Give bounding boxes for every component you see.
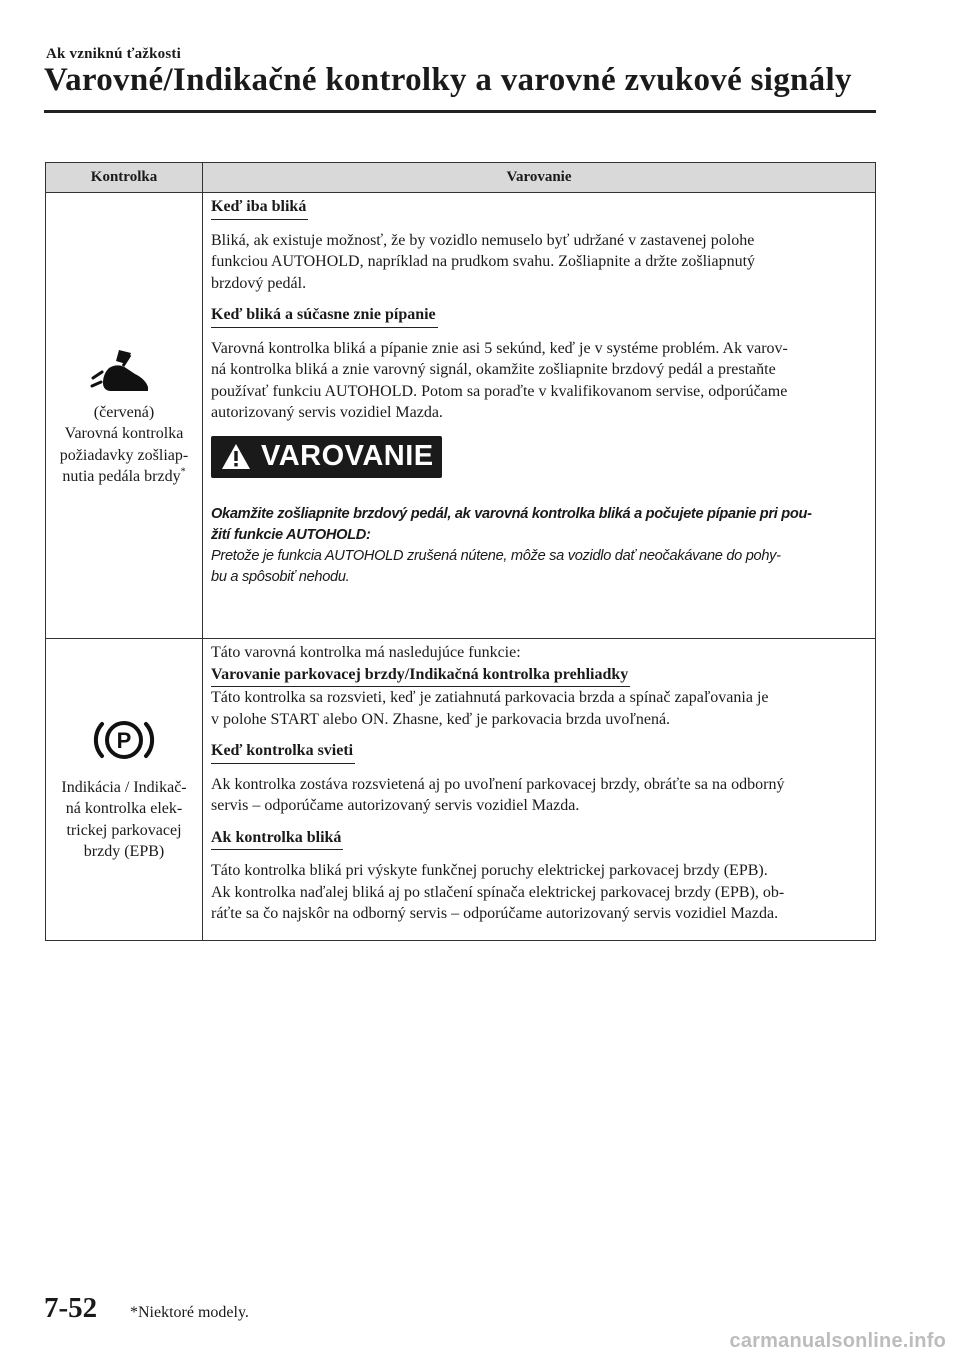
watermark: carmanualsonline.info: [729, 1330, 946, 1352]
warning-line: Pretože je funkcia AUTOHOLD zrušená nútene, môže sa vozidlo dať neočakávane do pohy-: [211, 547, 781, 564]
footnote: *Niektoré modely.: [130, 1304, 249, 1321]
paragraph-line: Táto kontrolka bliká pri výskyte funkčnej poruchy elektrickej parkovacej brzdy (EPB).: [211, 862, 768, 879]
warning-cell: [203, 193, 876, 639]
section-label: Ak vzniknú ťažkosti: [46, 46, 181, 62]
warning-bold-line: žití funkcie AUTOHOLD:: [211, 526, 371, 543]
indicator-name-line: požiadavky zošliap-: [59, 446, 189, 464]
brake-pedal-foot-icon: [89, 344, 159, 396]
warning-label: VAROVANIE: [261, 439, 434, 472]
column-header-indicator: Kontrolka: [46, 163, 203, 193]
subheading-light-flashing: Ak kontrolka bliká: [211, 827, 343, 851]
subheading-parking-brake-warning: Varovanie parkovacej brzdy/Indikačná kontrolka prehliadky: [211, 664, 630, 688]
warning-badge: [211, 436, 442, 478]
parking-brake-p-icon: [92, 717, 156, 763]
paragraph-line: brzdový pedál.: [211, 274, 307, 292]
indicator-name-line: Indikácia / Indikač-: [61, 778, 187, 796]
paragraph-line: Ak kontrolka naďalej bliká aj po stlačení spínača elektrickej parkovacej brzdy (EPB), ob-: [211, 883, 785, 901]
table-row: [46, 193, 876, 639]
svg-text:P: P: [116, 727, 132, 753]
indicator-name-line: brzdy (EPB): [83, 843, 165, 860]
column-header-warning: Varovanie: [203, 163, 876, 193]
indicator-name-line: ná kontrolka elek-: [65, 800, 183, 817]
title-divider: [44, 110, 876, 113]
indicator-table: [45, 162, 876, 941]
paragraph-line: Bliká, ak existuje možnosť, že by vozidlo nemuselo byť udržané v zastavenej polohe: [211, 231, 755, 249]
indicator-cell: [46, 639, 203, 941]
warning-text: [211, 504, 867, 588]
indicator-cell: [46, 193, 203, 639]
footnote-mark: *: [180, 466, 186, 478]
paragraph-line: používať funkciu AUTOHOLD. Potom sa poraďte v kvalifikovanom servise, odporúčame: [211, 382, 788, 400]
table-row: [46, 639, 876, 941]
paragraph-line: servis – odporúčame autorizovaný servis vozidiel Mazda.: [211, 797, 580, 814]
indicator-name-line: trickej parkovacej: [66, 821, 182, 839]
paragraph-line: autorizovaný servis vozidiel Mazda.: [211, 404, 443, 421]
paragraph-line: ráťte sa čo najskôr na odborný servis – odporúčame autorizovaný servis vozidiel Mazda.: [211, 905, 779, 922]
paragraph-line: v polohe START alebo ON. Zhasne, keď je parkovacia brzda uvoľnená.: [211, 710, 671, 728]
paragraph-line: Táto kontrolka sa rozsvieti, keď je zatiahnutá parkovacia brzda a spínač zapaľovania je: [211, 689, 769, 706]
warning-line: bu a spôsobiť nehodu.: [211, 568, 350, 585]
paragraph-line: Táto varovná kontrolka má nasledujúce funkcie:: [211, 644, 521, 661]
subheading-only-flashing: Keď iba bliká: [211, 196, 308, 220]
table-header-row: [46, 163, 876, 193]
subheading-light-on: Keď kontrolka svieti: [211, 740, 355, 764]
page-number: 7-52: [44, 1292, 98, 1324]
paragraph-line: Ak kontrolka zostáva rozsvietená aj po uvoľnení parkovacej brzdy, obráťte sa na odborný: [211, 775, 785, 793]
subheading-flashing-beep: Keď bliká a súčasne znie pípanie: [211, 304, 438, 328]
indicator-color: (červená): [93, 403, 155, 421]
indicator-name-line: nutia pedála brzdy*: [62, 466, 186, 485]
paragraph-line: Varovná kontrolka bliká a pípanie znie asi 5 sekúnd, keď je v systéme problém. Ak varov-: [211, 339, 788, 357]
paragraph-line: ná kontrolka bliká a znie varovný signál, okamžite zošliapnite brzdový pedál a prestaňte: [211, 361, 776, 378]
page-title: Varovné/Indikačné kontrolky a varovné zvukové signály: [44, 62, 852, 98]
warning-triangle-icon: [221, 443, 251, 470]
indicator-name-line: Varovná kontrolka: [64, 425, 184, 442]
warning-bold-line: Okamžite zošliapnite brzdový pedál, ak varovná kontrolka bliká a počujete pípanie pri pou-: [211, 505, 812, 522]
paragraph-line: funkciou AUTOHOLD, napríklad na prudkom svahu. Zošliapnite a držte zošliapnutý: [211, 253, 756, 270]
warning-cell: [203, 639, 876, 941]
